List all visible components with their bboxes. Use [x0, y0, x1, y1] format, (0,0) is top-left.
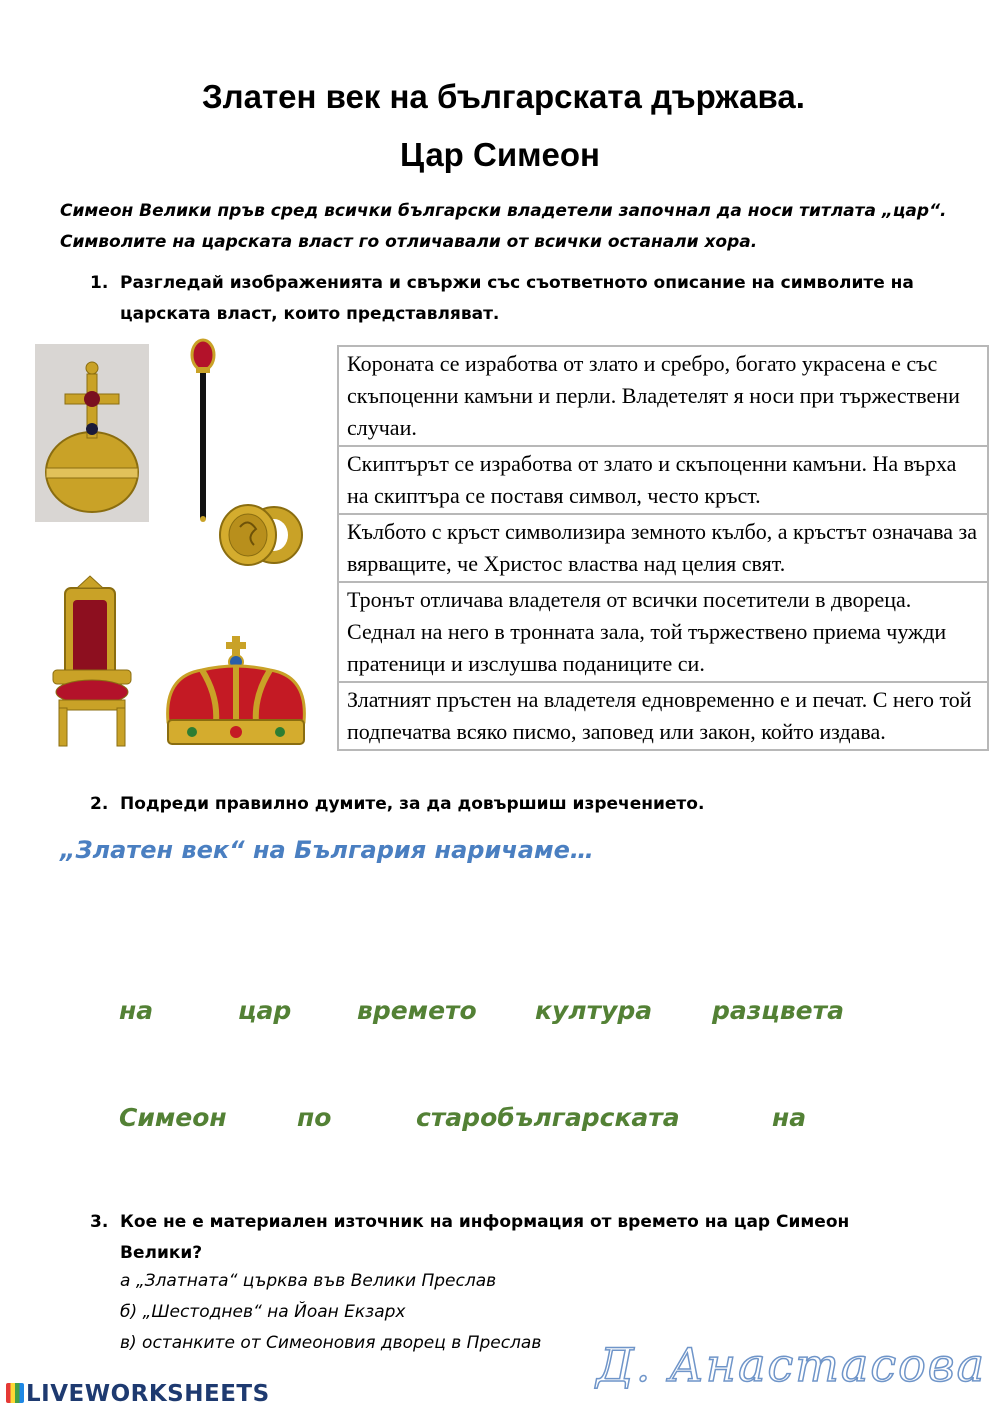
description-crown[interactable]: Короната се изработва от злато и сребро, богато украсена е със скъпоценни камъни и перли. Владетелят я носи при тържествени случаи. — [338, 346, 988, 446]
brand-icon — [6, 1383, 24, 1403]
page-subtitle: Цар Симеон — [400, 136, 600, 173]
task1-text: Разгледай изображенията и свържи със съответното описание на символите на царската власт, които представляват. — [120, 273, 914, 324]
description-row-throne[interactable] — [338, 582, 988, 682]
word-tile-po[interactable]: по — [297, 1103, 332, 1132]
task2-number: 2. — [90, 794, 109, 814]
word-tile-simeon[interactable]: Симеон — [119, 1103, 227, 1132]
description-sceptre[interactable]: Скиптърът се изработва от злато и скъпоценни камъни. На върха на скиптъра се поставя символ, често кръст. — [338, 446, 988, 514]
task2-text: Подреди правилно думите, за да довършиш изречението. — [120, 794, 705, 814]
task3-number: 3. — [90, 1212, 109, 1232]
word-tile-raztsveta[interactable]: разцвета — [712, 996, 844, 1025]
liveworksheets-logo[interactable] — [6, 1381, 270, 1407]
word-tile-vremeto[interactable]: времето — [357, 996, 477, 1025]
description-row-crown[interactable] — [338, 346, 988, 446]
orb-image[interactable] — [35, 344, 149, 522]
crown-image[interactable] — [162, 636, 310, 750]
brand-text: LIVEWORKSHEETS — [26, 1381, 270, 1407]
task1-number: 1. — [90, 273, 109, 293]
description-row-ring[interactable] — [338, 682, 988, 750]
word-tile-starobalgarskata[interactable]: старобългарската — [416, 1103, 680, 1132]
description-row-orb[interactable] — [338, 514, 988, 582]
word-tile-tsar[interactable]: цар — [238, 996, 292, 1025]
word-tile-kultura[interactable]: култура — [535, 996, 653, 1025]
ring-image[interactable] — [216, 497, 306, 569]
description-row-sceptre[interactable] — [338, 446, 988, 514]
answer-option-a[interactable]: а „Златната“ църква във Велики Преслав — [120, 1271, 497, 1291]
task3-text: Кое не е материален източник на информация от времето на цар Симеон Велики? — [120, 1212, 850, 1263]
word-tile-na-2[interactable]: на — [772, 1103, 807, 1132]
page-title: Златен век на българската държава. — [202, 78, 805, 115]
answer-option-v[interactable]: в) останките от Симеоновия дворец в Преслав — [120, 1333, 542, 1353]
description-ring[interactable]: Златният пръстен на владетеля едновременно е и печат. С него той подпечатва всяко писмо, заповед или закон, който издава. — [338, 682, 988, 750]
answer-option-b[interactable]: б) „Шестоднев“ на Йоан Екзарх — [120, 1302, 406, 1322]
descriptions-table — [337, 345, 989, 751]
description-orb[interactable]: Кълбото с кръст символизира земното кълбо, а кръстът означава за вярващите, че Христос властва над целия свят. — [338, 514, 988, 582]
throne-image[interactable] — [47, 574, 137, 748]
author-signature: Д. Анастасова — [596, 1338, 986, 1392]
intro-paragraph: Симеон Велики пръв сред всички български владетели започнал да носи титлата „цар“. Символите на царската власт го отличавали от всички останали хора. — [60, 201, 947, 252]
sentence-prompt: „Златен век“ на България наричаме… — [60, 836, 594, 864]
sceptre-image[interactable] — [187, 335, 219, 523]
word-tile-na-1[interactable]: на — [119, 996, 154, 1025]
description-throne[interactable]: Тронът отличава владетеля от всички посетители в двореца. Седнал на него в тронната зала, той тържествено приема чужди пратеници и изслушва поданиците си. — [338, 582, 988, 682]
